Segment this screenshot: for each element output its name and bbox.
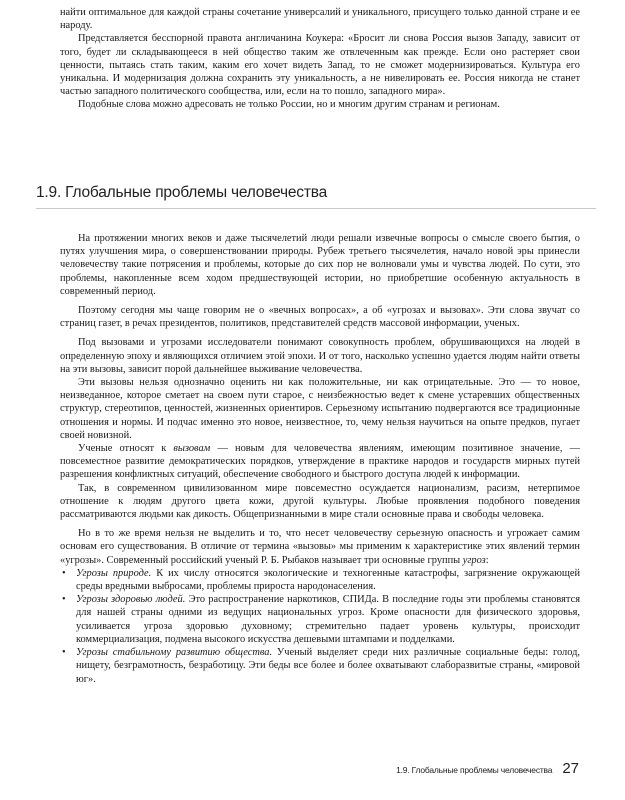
paragraph-threats-intro: Но в то же время нельзя не выделить и то, что несет человечеству серьезную опасность и угрожает самим основам его существования. В отличие от термина «вызовы» мы применим к характеристике этих явлений термин «угрозы». Современный российский ученый Р. Б. Рыбаков называет три основные группы угроз: <box>60 528 580 566</box>
term-calls: вызовам <box>173 443 211 455</box>
paragraph: Поэтому сегодня мы чаще говорим не о «вечных вопросах», а об «угрозах и вызовах». Эти слова звучат со страниц газет, в речах президентов, политиков, представителей средств массовой информации, ученых. <box>60 305 580 330</box>
bullet-icon: • <box>62 567 66 579</box>
bullet-icon: • <box>62 594 66 606</box>
bullet-icon: • <box>62 647 66 659</box>
paragraph: Подобные слова можно адресовать не только России, но и многим другим странам и регионам. <box>78 99 500 111</box>
section-heading: 1.9. Глобальные проблемы человечества <box>36 184 328 201</box>
paragraph: найти оптимальное для каждой страны сочетание универсалий и уникального, присущего только данной стране и ее народу. <box>60 7 580 32</box>
top-text-block <box>60 6 580 112</box>
heading-divider <box>36 208 596 209</box>
threat-term: Угрозы здоровью людей. <box>76 594 186 606</box>
term-threats: угроз <box>462 554 486 566</box>
page-number: 27 <box>562 760 579 777</box>
threat-term: Угрозы стабильному развитию общества. <box>76 647 273 659</box>
paragraph: Представляется бесспорной правота англичанина Коукера: «Бросит ли снова Россия вызов Западу, зависит от того, будет ли складывающееся в ней общество таким же отвлеченным как прежде. Если оно растеряет свои ценности, пытаясь стать таким, каким его хочет видеть Запад, то не сможет модернизироваться. Культура его уникальна. И модернизация должна сохранить эту уникальность, а не нивелировать ее. Россия никогда не станет частью западного политического сообщества, или, если на то пошло, западного мира». <box>60 33 580 98</box>
threat-text: Это распространение наркотиков, СПИДа. В последние годы эти проблемы становятся для нашей страны одними из ведущих национальных угроз. Кроме опасности для физического здоровья, усиливается угроза здоровью духовному; стремительно падает уровень культуры, происходит коммерциализация, подмена высокого искусства дешевыми штампами и подделками. <box>76 594 580 645</box>
section-body <box>60 232 580 686</box>
running-title: 1.9. Глобальные проблемы человечества <box>396 765 553 775</box>
list-item <box>60 567 580 593</box>
threat-term: Угрозы природе. <box>76 567 152 579</box>
threat-text: К их числу относятся экологические и техногенные катастрофы, загрязнение окружающей среды вредными выбросами, проблемы прироста народонаселения. <box>76 567 581 593</box>
list-item <box>60 593 580 646</box>
paragraph-calls: Ученые относят к вызовам — новым для человечества явлениям, имеющим позитивное значение, — повсеместное развитие демократических порядков, утверждение в практике народов и государств мирных путей разрешения конфликтных ситуаций, обеспечение свободного и быстрого доступа людей к информации. <box>60 443 580 481</box>
paragraph: На протяжении многих веков и даже тысячелетий люди решали извечные вопросы о смысле своего бытия, о путях улучшения мира, о совершенствовании природы. Рубеж третьего тысячелетия, начало новой эры принесли человечеству такие потрясения и проблемы, которые до сих пор не волновали умы и чувства людей. По сути, это проблемы, накопленные всем ходом предшествующей истории, но приобретшие особенную актуальность в современный период. <box>60 233 580 297</box>
paragraph: Так, в современном цивилизованном мире повсеместно осуждается национализм, расизм, нетерпимое отношение к людям другого цвета кожи, другой культуры. Любые проявления подобного поведения рассматриваются людьми как дикость. Общепризнанными в мире стали основные права и свободы человека. <box>60 482 580 521</box>
paragraph: Эти вызовы нельзя однозначно оценить ни как положительные, ни как отрицательные. Это — то новое, неизведанное, которое сметает на своем пути старое, с неизбежностью ведет к смене устаревших общественных структур, стереотипов, ценностей, жизненных ориентиров. Серьезному испытанию подвергаются все традиционные отношения и нормы. И подчас именно это новое, неизвестное, то, чему нельзя научиться на опыте предков, пугает своей новизной. <box>60 377 580 441</box>
paragraph: Под вызовами и угрозами исследователи понимают совокупность проблем, обрушивающихся на людей в определенную эпоху и являющихся отличием этой эпохи. И от того, насколько успешно удается людям найти ответы на эти вызовы, зависит порой дальнейшее выживание человечества. <box>60 337 580 375</box>
threat-text: Ученый выделяет среди них различные социальные беды: голод, нищету, безграмотность, безработицу. Эти беды все более и более охватывают слаборазвитые страны, «мировой юг». <box>76 647 580 685</box>
threats-list <box>60 567 580 686</box>
list-item <box>60 646 580 686</box>
page-footer <box>396 760 579 777</box>
